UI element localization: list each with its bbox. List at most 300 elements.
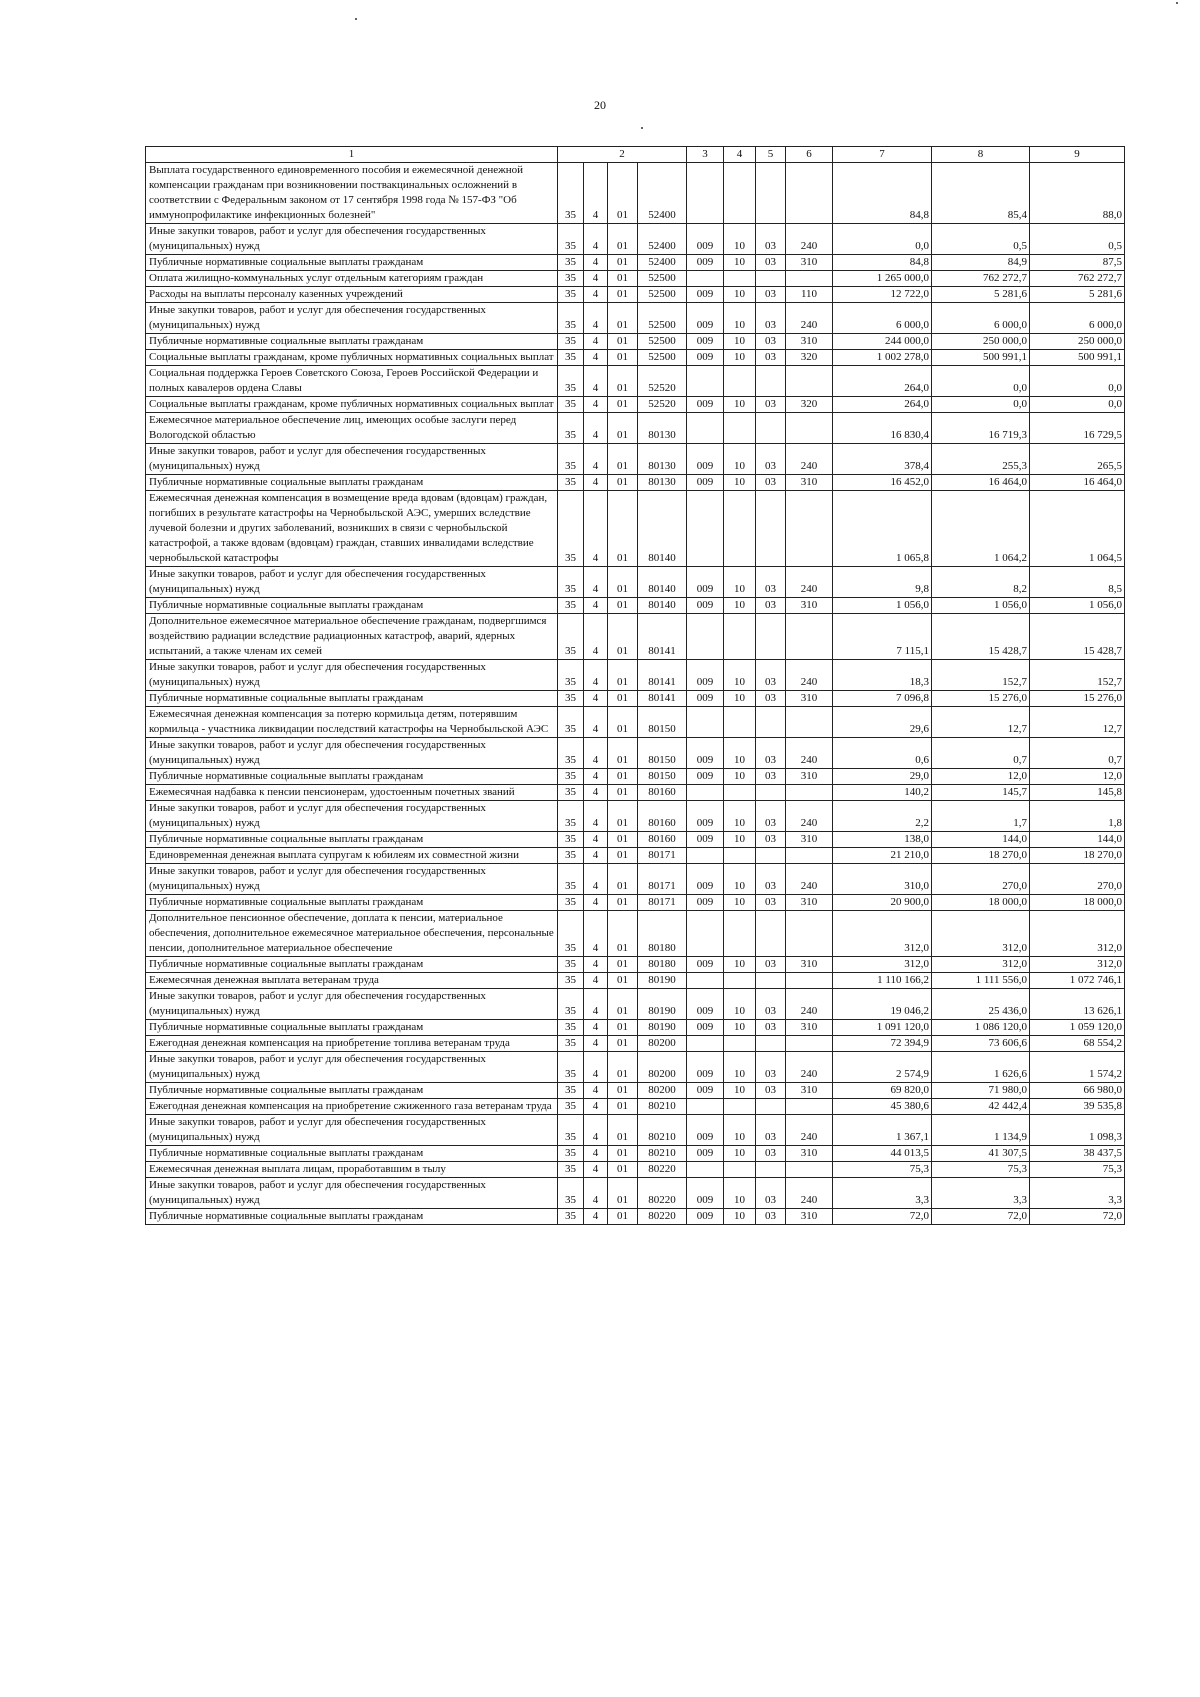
amount-col7: 72,0 bbox=[833, 1209, 932, 1225]
subsection-code: 03 bbox=[756, 598, 786, 614]
code-part: 01 bbox=[608, 397, 638, 413]
ministry-code: 009 bbox=[687, 769, 724, 785]
subsection-code: 03 bbox=[756, 567, 786, 598]
ministry-code: 009 bbox=[687, 224, 724, 255]
code-part: 35 bbox=[558, 444, 584, 475]
ministry-code bbox=[687, 1162, 724, 1178]
code-part: 01 bbox=[608, 1209, 638, 1225]
row-name: Публичные нормативные социальные выплаты гражданам bbox=[146, 1146, 558, 1162]
code-part: 35 bbox=[558, 738, 584, 769]
subsection-code: 03 bbox=[756, 1020, 786, 1036]
expense-type-code bbox=[786, 271, 833, 287]
subsection-code: 03 bbox=[756, 1178, 786, 1209]
code-part: 01 bbox=[608, 366, 638, 397]
ministry-code: 009 bbox=[687, 738, 724, 769]
row-name: Ежемесячная денежная компенсация в возмещение вреда вдовам (вдовцам) граждан, погибших в результате катастрофы на Чернобыльской АЭС, умерших вследствие лучевой болезни и других заболеваний, возникших в связи с чернобыльской катастрофой, а также вдовам (вдовцам) граждан, ставших инвалидами вследствие чернобыльской катастрофы bbox=[146, 491, 558, 567]
row-name: Социальная поддержка Героев Советского Союза, Героев Российской Федерации и полных кавалеров ордена Славы bbox=[146, 366, 558, 397]
table-row bbox=[146, 491, 1125, 567]
code-part: 35 bbox=[558, 224, 584, 255]
code-part: 4 bbox=[584, 1099, 608, 1115]
table-row bbox=[146, 832, 1125, 848]
table-row bbox=[146, 350, 1125, 366]
row-name: Иные закупки товаров, работ и услуг для обеспечения государственных (муниципальных) нужд bbox=[146, 738, 558, 769]
expense-type-code bbox=[786, 163, 833, 224]
subsection-code: 03 bbox=[756, 397, 786, 413]
subsection-code: 03 bbox=[756, 801, 786, 832]
code-part: 35 bbox=[558, 1146, 584, 1162]
code-part: 35 bbox=[558, 848, 584, 864]
code-part: 80171 bbox=[638, 864, 687, 895]
ministry-code bbox=[687, 491, 724, 567]
code-part: 80130 bbox=[638, 475, 687, 491]
amount-col9: 0,0 bbox=[1030, 397, 1125, 413]
expense-type-code: 240 bbox=[786, 1052, 833, 1083]
expense-type-code: 240 bbox=[786, 738, 833, 769]
amount-col7: 75,3 bbox=[833, 1162, 932, 1178]
code-part: 4 bbox=[584, 785, 608, 801]
code-part: 35 bbox=[558, 1099, 584, 1115]
table-row bbox=[146, 614, 1125, 660]
code-part: 4 bbox=[584, 1083, 608, 1099]
code-part: 4 bbox=[584, 350, 608, 366]
section-code bbox=[724, 973, 756, 989]
column-header: 4 bbox=[724, 147, 756, 163]
amount-col9: 1 574,2 bbox=[1030, 1052, 1125, 1083]
ministry-code: 009 bbox=[687, 1178, 724, 1209]
amount-col7: 0,0 bbox=[833, 224, 932, 255]
code-part: 80200 bbox=[638, 1036, 687, 1052]
amount-col8: 15 276,0 bbox=[932, 691, 1030, 707]
expense-type-code: 240 bbox=[786, 1178, 833, 1209]
section-code: 10 bbox=[724, 1020, 756, 1036]
expense-type-code: 310 bbox=[786, 1209, 833, 1225]
amount-col8: 0,5 bbox=[932, 224, 1030, 255]
code-part: 01 bbox=[608, 1178, 638, 1209]
code-part: 01 bbox=[608, 801, 638, 832]
subsection-code bbox=[756, 785, 786, 801]
amount-col7: 16 452,0 bbox=[833, 475, 932, 491]
expense-type-code: 310 bbox=[786, 832, 833, 848]
code-part: 4 bbox=[584, 1115, 608, 1146]
subsection-code: 03 bbox=[756, 255, 786, 271]
table-row bbox=[146, 785, 1125, 801]
code-part: 35 bbox=[558, 614, 584, 660]
amount-col7: 1 265 000,0 bbox=[833, 271, 932, 287]
amount-col8: 8,2 bbox=[932, 567, 1030, 598]
amount-col8: 84,9 bbox=[932, 255, 1030, 271]
amount-col8: 12,0 bbox=[932, 769, 1030, 785]
code-part: 4 bbox=[584, 660, 608, 691]
code-part: 01 bbox=[608, 475, 638, 491]
subsection-code bbox=[756, 271, 786, 287]
subsection-code: 03 bbox=[756, 691, 786, 707]
section-code: 10 bbox=[724, 224, 756, 255]
table-row bbox=[146, 598, 1125, 614]
code-part: 4 bbox=[584, 738, 608, 769]
ministry-code bbox=[687, 785, 724, 801]
code-part: 52400 bbox=[638, 224, 687, 255]
expense-type-code: 240 bbox=[786, 864, 833, 895]
section-code bbox=[724, 271, 756, 287]
code-part: 35 bbox=[558, 1052, 584, 1083]
ministry-code: 009 bbox=[687, 303, 724, 334]
table-row bbox=[146, 707, 1125, 738]
table-row bbox=[146, 1052, 1125, 1083]
section-code: 10 bbox=[724, 895, 756, 911]
table-row bbox=[146, 911, 1125, 957]
code-part: 01 bbox=[608, 1052, 638, 1083]
table-row bbox=[146, 1178, 1125, 1209]
amount-col9: 39 535,8 bbox=[1030, 1099, 1125, 1115]
code-part: 35 bbox=[558, 785, 584, 801]
table-body bbox=[146, 163, 1125, 1225]
ministry-code: 009 bbox=[687, 444, 724, 475]
expense-type-code: 320 bbox=[786, 350, 833, 366]
table-row bbox=[146, 973, 1125, 989]
expense-type-code: 320 bbox=[786, 397, 833, 413]
amount-col8: 1,7 bbox=[932, 801, 1030, 832]
subsection-code: 03 bbox=[756, 303, 786, 334]
code-part: 01 bbox=[608, 1036, 638, 1052]
amount-col9: 265,5 bbox=[1030, 444, 1125, 475]
code-part: 35 bbox=[558, 707, 584, 738]
code-part: 35 bbox=[558, 1178, 584, 1209]
ministry-code bbox=[687, 973, 724, 989]
amount-col7: 6 000,0 bbox=[833, 303, 932, 334]
amount-col8: 73 606,6 bbox=[932, 1036, 1030, 1052]
amount-col9: 66 980,0 bbox=[1030, 1083, 1125, 1099]
code-part: 01 bbox=[608, 614, 638, 660]
code-part: 01 bbox=[608, 1162, 638, 1178]
subsection-code: 03 bbox=[756, 350, 786, 366]
code-part: 35 bbox=[558, 973, 584, 989]
amount-col9: 88,0 bbox=[1030, 163, 1125, 224]
subsection-code: 03 bbox=[756, 957, 786, 973]
column-number-row bbox=[146, 147, 1125, 163]
code-part: 01 bbox=[608, 1083, 638, 1099]
amount-col8: 12,7 bbox=[932, 707, 1030, 738]
section-code: 10 bbox=[724, 475, 756, 491]
code-part: 35 bbox=[558, 832, 584, 848]
code-part: 4 bbox=[584, 303, 608, 334]
code-part: 4 bbox=[584, 1052, 608, 1083]
expense-type-code bbox=[786, 785, 833, 801]
table-row bbox=[146, 989, 1125, 1020]
subsection-code: 03 bbox=[756, 224, 786, 255]
subsection-code bbox=[756, 1162, 786, 1178]
section-code bbox=[724, 366, 756, 397]
row-name: Публичные нормативные социальные выплаты гражданам bbox=[146, 475, 558, 491]
row-name: Ежемесячная денежная выплата лицам, проработавшим в тылу bbox=[146, 1162, 558, 1178]
amount-col8: 500 991,1 bbox=[932, 350, 1030, 366]
expense-type-code: 310 bbox=[786, 255, 833, 271]
code-part: 80140 bbox=[638, 598, 687, 614]
code-part: 52500 bbox=[638, 350, 687, 366]
code-part: 4 bbox=[584, 769, 608, 785]
table-row bbox=[146, 895, 1125, 911]
code-part: 35 bbox=[558, 303, 584, 334]
table-row bbox=[146, 1036, 1125, 1052]
expense-type-code: 310 bbox=[786, 957, 833, 973]
amount-col7: 378,4 bbox=[833, 444, 932, 475]
amount-col9: 1 072 746,1 bbox=[1030, 973, 1125, 989]
row-name: Иные закупки товаров, работ и услуг для обеспечения государственных (муниципальных) нужд bbox=[146, 864, 558, 895]
table-row bbox=[146, 1115, 1125, 1146]
code-part: 35 bbox=[558, 660, 584, 691]
amount-col8: 6 000,0 bbox=[932, 303, 1030, 334]
amount-col8: 1 111 556,0 bbox=[932, 973, 1030, 989]
amount-col8: 0,0 bbox=[932, 366, 1030, 397]
amount-col9: 1,8 bbox=[1030, 801, 1125, 832]
amount-col9: 312,0 bbox=[1030, 911, 1125, 957]
ministry-code: 009 bbox=[687, 1083, 724, 1099]
amount-col9: 3,3 bbox=[1030, 1178, 1125, 1209]
amount-col7: 2 574,9 bbox=[833, 1052, 932, 1083]
code-part: 35 bbox=[558, 350, 584, 366]
budget-table bbox=[145, 146, 1125, 1225]
row-name: Публичные нормативные социальные выплаты гражданам bbox=[146, 1020, 558, 1036]
amount-col7: 19 046,2 bbox=[833, 989, 932, 1020]
amount-col9: 18 270,0 bbox=[1030, 848, 1125, 864]
code-part: 4 bbox=[584, 1178, 608, 1209]
amount-col7: 9,8 bbox=[833, 567, 932, 598]
ministry-code: 009 bbox=[687, 957, 724, 973]
code-part: 4 bbox=[584, 707, 608, 738]
table-row bbox=[146, 224, 1125, 255]
expense-type-code: 240 bbox=[786, 224, 833, 255]
scan-speck bbox=[355, 18, 357, 20]
section-code: 10 bbox=[724, 1115, 756, 1146]
ministry-code: 009 bbox=[687, 660, 724, 691]
code-part: 4 bbox=[584, 224, 608, 255]
expense-type-code: 240 bbox=[786, 1115, 833, 1146]
code-part: 80130 bbox=[638, 413, 687, 444]
code-part: 4 bbox=[584, 475, 608, 491]
expense-type-code bbox=[786, 911, 833, 957]
code-part: 01 bbox=[608, 224, 638, 255]
amount-col8: 312,0 bbox=[932, 957, 1030, 973]
code-part: 4 bbox=[584, 832, 608, 848]
amount-col9: 152,7 bbox=[1030, 660, 1125, 691]
amount-col7: 12 722,0 bbox=[833, 287, 932, 303]
row-name: Ежемесячная денежная компенсация за потерю кормильца детям, потерявшим кормильца - участника ликвидации последствий катастрофы на Чернобыльской АЭС bbox=[146, 707, 558, 738]
code-part: 4 bbox=[584, 598, 608, 614]
code-part: 4 bbox=[584, 989, 608, 1020]
amount-col9: 270,0 bbox=[1030, 864, 1125, 895]
amount-col8: 1 626,6 bbox=[932, 1052, 1030, 1083]
ministry-code bbox=[687, 413, 724, 444]
code-part: 35 bbox=[558, 598, 584, 614]
subsection-code: 03 bbox=[756, 287, 786, 303]
amount-col9: 15 428,7 bbox=[1030, 614, 1125, 660]
subsection-code: 03 bbox=[756, 1083, 786, 1099]
code-part: 4 bbox=[584, 413, 608, 444]
code-part: 52520 bbox=[638, 366, 687, 397]
code-part: 4 bbox=[584, 491, 608, 567]
amount-col7: 1 002 278,0 bbox=[833, 350, 932, 366]
expense-type-code: 310 bbox=[786, 1146, 833, 1162]
ministry-code: 009 bbox=[687, 1052, 724, 1083]
amount-col8: 25 436,0 bbox=[932, 989, 1030, 1020]
table-row bbox=[146, 567, 1125, 598]
code-part: 35 bbox=[558, 769, 584, 785]
code-part: 4 bbox=[584, 397, 608, 413]
expense-type-code: 310 bbox=[786, 1083, 833, 1099]
section-code: 10 bbox=[724, 691, 756, 707]
code-part: 80140 bbox=[638, 491, 687, 567]
subsection-code bbox=[756, 1036, 786, 1052]
code-part: 35 bbox=[558, 1115, 584, 1146]
amount-col9: 75,3 bbox=[1030, 1162, 1125, 1178]
section-code: 10 bbox=[724, 832, 756, 848]
amount-col8: 18 270,0 bbox=[932, 848, 1030, 864]
section-code: 10 bbox=[724, 1146, 756, 1162]
amount-col7: 16 830,4 bbox=[833, 413, 932, 444]
expense-type-code bbox=[786, 1099, 833, 1115]
row-name: Публичные нормативные социальные выплаты гражданам bbox=[146, 957, 558, 973]
section-code: 10 bbox=[724, 769, 756, 785]
code-part: 80141 bbox=[638, 691, 687, 707]
amount-col8: 145,7 bbox=[932, 785, 1030, 801]
code-part: 4 bbox=[584, 911, 608, 957]
code-part: 52400 bbox=[638, 255, 687, 271]
ministry-code bbox=[687, 1036, 724, 1052]
section-code: 10 bbox=[724, 801, 756, 832]
subsection-code: 03 bbox=[756, 864, 786, 895]
amount-col8: 16 464,0 bbox=[932, 475, 1030, 491]
row-name: Иные закупки товаров, работ и услуг для обеспечения государственных (муниципальных) нужд bbox=[146, 567, 558, 598]
code-part: 4 bbox=[584, 163, 608, 224]
code-part: 35 bbox=[558, 567, 584, 598]
amount-col9: 1 098,3 bbox=[1030, 1115, 1125, 1146]
amount-col7: 29,6 bbox=[833, 707, 932, 738]
table-row bbox=[146, 303, 1125, 334]
code-part: 35 bbox=[558, 989, 584, 1020]
code-part: 4 bbox=[584, 444, 608, 475]
subsection-code: 03 bbox=[756, 475, 786, 491]
code-part: 01 bbox=[608, 832, 638, 848]
subsection-code bbox=[756, 848, 786, 864]
expense-type-code: 110 bbox=[786, 287, 833, 303]
amount-col9: 68 554,2 bbox=[1030, 1036, 1125, 1052]
amount-col9: 1 059 120,0 bbox=[1030, 1020, 1125, 1036]
scan-speck bbox=[1176, 2, 1178, 4]
amount-col8: 1 134,9 bbox=[932, 1115, 1030, 1146]
expense-type-code bbox=[786, 848, 833, 864]
table-row bbox=[146, 397, 1125, 413]
row-name: Иные закупки товаров, работ и услуг для обеспечения государственных (муниципальных) нужд bbox=[146, 444, 558, 475]
code-part: 80171 bbox=[638, 895, 687, 911]
table-row bbox=[146, 444, 1125, 475]
subsection-code: 03 bbox=[756, 1209, 786, 1225]
code-part: 35 bbox=[558, 413, 584, 444]
amount-col8: 255,3 bbox=[932, 444, 1030, 475]
subsection-code: 03 bbox=[756, 895, 786, 911]
amount-col7: 140,2 bbox=[833, 785, 932, 801]
ministry-code: 009 bbox=[687, 864, 724, 895]
code-part: 35 bbox=[558, 163, 584, 224]
section-code bbox=[724, 163, 756, 224]
table-row bbox=[146, 660, 1125, 691]
row-name: Ежегодная денежная компенсация на приобретение топлива ветеранам труда bbox=[146, 1036, 558, 1052]
row-name: Публичные нормативные социальные выплаты гражданам bbox=[146, 769, 558, 785]
table-row bbox=[146, 691, 1125, 707]
code-part: 35 bbox=[558, 911, 584, 957]
code-part: 80200 bbox=[638, 1052, 687, 1083]
amount-col8: 152,7 bbox=[932, 660, 1030, 691]
amount-col9: 500 991,1 bbox=[1030, 350, 1125, 366]
section-code: 10 bbox=[724, 738, 756, 769]
code-part: 4 bbox=[584, 1020, 608, 1036]
amount-col9: 5 281,6 bbox=[1030, 287, 1125, 303]
amount-col8: 5 281,6 bbox=[932, 287, 1030, 303]
expense-type-code: 240 bbox=[786, 989, 833, 1020]
row-name: Дополнительное пенсионное обеспечение, доплата к пенсии, материальное обеспечения, дополнительное ежемесячное материальное обеспечения, персональные пенсии, дополнительное материальное обеспечение bbox=[146, 911, 558, 957]
row-name: Публичные нормативные социальные выплаты гражданам bbox=[146, 1083, 558, 1099]
code-part: 01 bbox=[608, 785, 638, 801]
amount-col9: 1 064,5 bbox=[1030, 491, 1125, 567]
expense-type-code: 310 bbox=[786, 475, 833, 491]
code-part: 80150 bbox=[638, 738, 687, 769]
subsection-code bbox=[756, 491, 786, 567]
table-row bbox=[146, 287, 1125, 303]
page-number: 20 bbox=[594, 98, 606, 112]
expense-type-code: 310 bbox=[786, 1020, 833, 1036]
section-code bbox=[724, 707, 756, 738]
table-row bbox=[146, 163, 1125, 224]
subsection-code: 03 bbox=[756, 334, 786, 350]
table-row bbox=[146, 738, 1125, 769]
code-part: 80200 bbox=[638, 1083, 687, 1099]
expense-type-code bbox=[786, 614, 833, 660]
amount-col9: 18 000,0 bbox=[1030, 895, 1125, 911]
table-row bbox=[146, 801, 1125, 832]
amount-col7: 20 900,0 bbox=[833, 895, 932, 911]
amount-col8: 71 980,0 bbox=[932, 1083, 1030, 1099]
column-header: 1 bbox=[146, 147, 558, 163]
code-part: 01 bbox=[608, 660, 638, 691]
row-name: Социальные выплаты гражданам, кроме публичных нормативных социальных выплат bbox=[146, 350, 558, 366]
code-part: 35 bbox=[558, 1036, 584, 1052]
ministry-code: 009 bbox=[687, 801, 724, 832]
code-part: 01 bbox=[608, 738, 638, 769]
row-name: Иные закупки товаров, работ и услуг для обеспечения государственных (муниципальных) нужд bbox=[146, 224, 558, 255]
amount-col9: 8,5 bbox=[1030, 567, 1125, 598]
code-part: 01 bbox=[608, 1020, 638, 1036]
amount-col7: 84,8 bbox=[833, 255, 932, 271]
section-code: 10 bbox=[724, 989, 756, 1020]
code-part: 80141 bbox=[638, 660, 687, 691]
ministry-code bbox=[687, 1099, 724, 1115]
amount-col9: 16 729,5 bbox=[1030, 413, 1125, 444]
section-code: 10 bbox=[724, 334, 756, 350]
code-part: 4 bbox=[584, 334, 608, 350]
ministry-code: 009 bbox=[687, 567, 724, 598]
ministry-code: 009 bbox=[687, 475, 724, 491]
code-part: 01 bbox=[608, 303, 638, 334]
code-part: 35 bbox=[558, 475, 584, 491]
subsection-code: 03 bbox=[756, 1146, 786, 1162]
subsection-code: 03 bbox=[756, 1115, 786, 1146]
section-code: 10 bbox=[724, 864, 756, 895]
table-row bbox=[146, 366, 1125, 397]
amount-col7: 138,0 bbox=[833, 832, 932, 848]
table-row bbox=[146, 769, 1125, 785]
code-part: 4 bbox=[584, 973, 608, 989]
amount-col8: 85,4 bbox=[932, 163, 1030, 224]
code-part: 35 bbox=[558, 895, 584, 911]
section-code bbox=[724, 491, 756, 567]
